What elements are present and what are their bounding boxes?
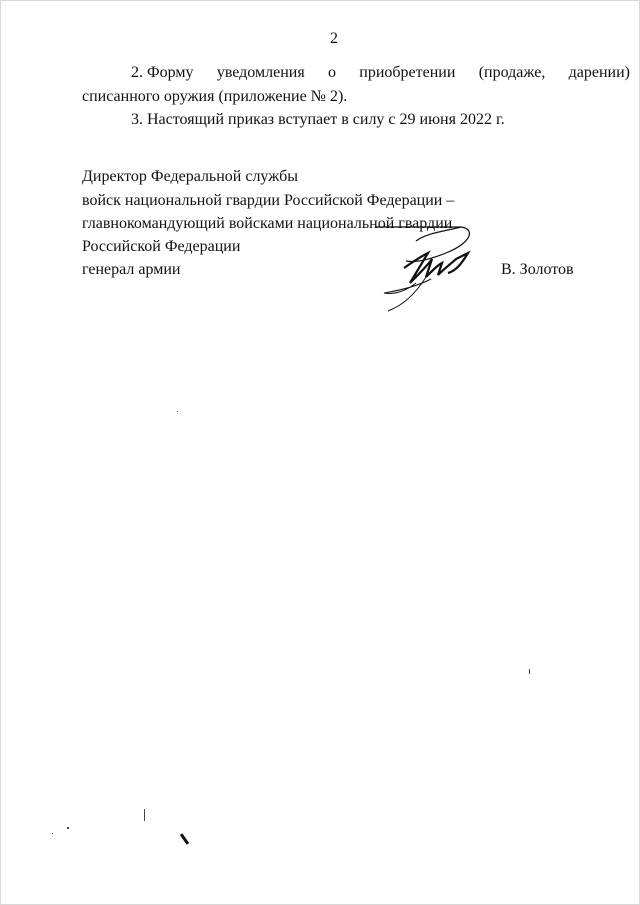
scan-speck (180, 833, 189, 845)
page-number: 2 (330, 30, 338, 47)
signatory-title-line: Российской Федерации (82, 238, 241, 255)
scan-speck (67, 827, 69, 829)
paragraph-3: 3. Настоящий приказ вступает в силу с 29 июня 2022 г. (131, 111, 505, 128)
signatory-title-line: Директор Федеральной службы (82, 168, 298, 185)
signatory-title-line: главнокомандующий войсками национальной гвардии (82, 215, 453, 232)
handwritten-signature (376, 213, 486, 313)
word: дарении) (568, 64, 630, 81)
signatory-rank: генерал армии (82, 261, 181, 278)
word: приобретении (359, 64, 456, 81)
signatory-name: В. Золотов (501, 261, 574, 278)
word: (продаже, (478, 64, 546, 81)
paragraph-2-line-2: списанного оружия (приложение № 2). (82, 88, 348, 105)
scan-speck (529, 669, 530, 674)
signatory-title-line: войск национальной гвардии Российской Федерации – (82, 192, 455, 209)
scan-speck (52, 833, 53, 834)
scan-speck (144, 809, 145, 821)
word: уведомления (216, 64, 305, 81)
scan-speck (177, 411, 178, 412)
word: о (327, 64, 336, 81)
paragraph-2-line-1 (131, 63, 630, 83)
word: 2. Форму (131, 64, 194, 81)
